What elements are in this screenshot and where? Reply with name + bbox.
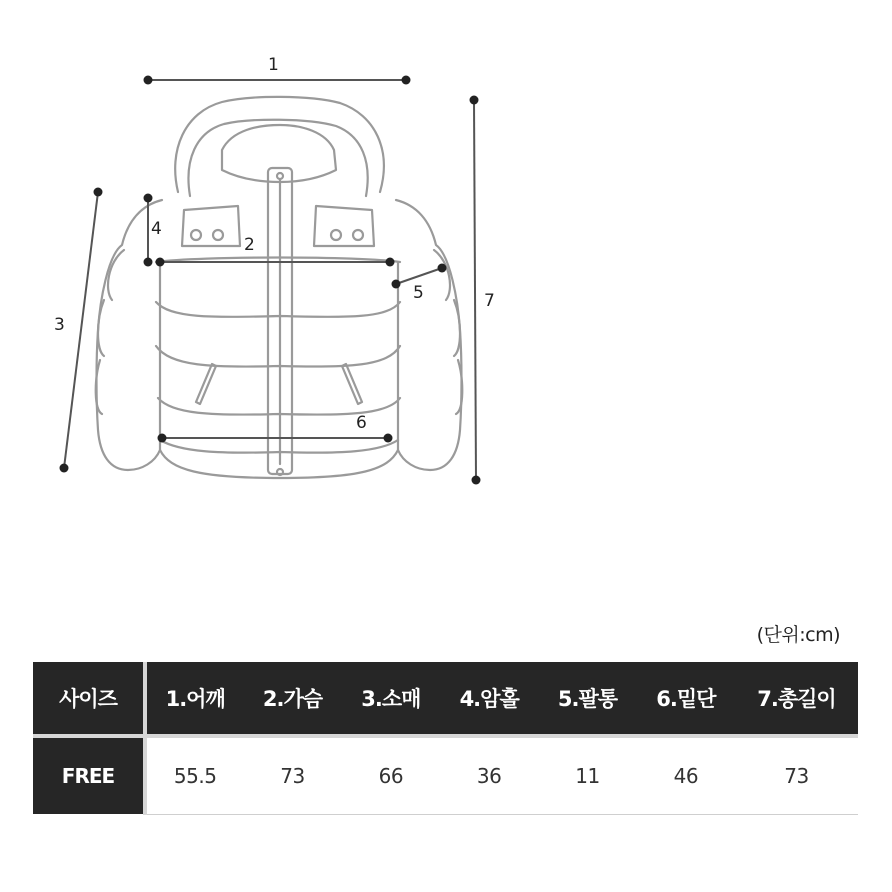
header-shoulder: 1.어깨	[145, 662, 243, 736]
header-armhole: 4.암홀	[440, 662, 538, 736]
cell-armhole: 36	[440, 736, 538, 814]
header-chest: 2.가슴	[243, 662, 341, 736]
measurement-endpoints	[60, 76, 481, 485]
unit-label: (단위:cm)	[756, 624, 840, 646]
label-hem: 6	[356, 413, 367, 433]
measurement-lines	[64, 80, 476, 480]
cell-hem: 46	[637, 736, 735, 814]
label-upper-arm: 5	[413, 283, 424, 303]
header-upper-arm: 5.팔통	[538, 662, 636, 736]
cell-shoulder: 55.5	[145, 736, 243, 814]
label-shoulder: 1	[268, 55, 279, 75]
label-sleeve: 3	[54, 315, 65, 335]
header-hem: 6.밑단	[637, 662, 735, 736]
table-row	[33, 736, 858, 814]
header-size: 사이즈	[33, 662, 145, 736]
label-total-length: 7	[484, 291, 495, 311]
table-header-row	[33, 662, 858, 736]
cell-sleeve: 66	[342, 736, 440, 814]
label-chest: 2	[244, 235, 255, 255]
cell-chest: 73	[243, 736, 341, 814]
label-armhole: 4	[151, 219, 162, 239]
cell-total-length: 73	[735, 736, 858, 814]
header-sleeve: 3.소매	[342, 662, 440, 736]
header-total-length: 7.총길이	[735, 662, 858, 736]
row-size-label: FREE	[33, 736, 145, 814]
cell-upper-arm: 11	[538, 736, 636, 814]
jacket-outline-icon	[96, 97, 463, 478]
size-table	[33, 662, 858, 815]
